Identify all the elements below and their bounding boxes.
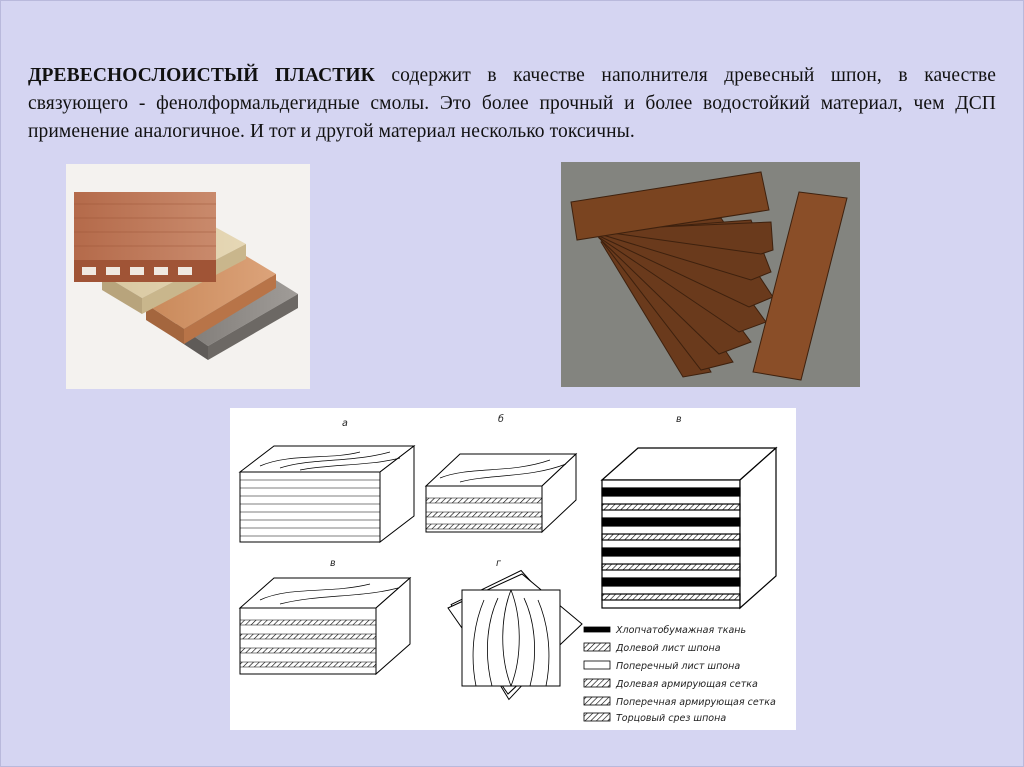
legend-longitudinal-mesh: Долевая армирующая сетка [616,679,758,690]
legend-transverse-veneer: Поперечный лист шпона [616,661,741,672]
label-a: а [342,418,348,429]
photo-decking-boards [66,164,310,389]
legend-transverse-mesh: Поперечная армирующая сетка [616,697,776,708]
label-v-top: в [676,414,682,425]
diagram-laminate-structures [230,408,796,730]
legend-longitudinal-veneer: Долевой лист шпона [616,643,721,654]
legend-cotton: Хлопчатобумажная ткань [616,625,747,636]
label-v: в [330,558,336,569]
label-b: б [498,414,504,425]
description-paragraph [28,62,996,146]
body-text: содержит в качестве наполнителя древесный шпон, в качестве связующего - фенолформальдегидные смолы. Это более прочный и более водостойкий материал, чем ДСП применение аналогичное. И тот и другой материал несколько токсичны. [28,64,996,142]
legend-end-cut: Торцовый срез шпона [616,713,727,724]
title-bold: ДРЕВЕСНОСЛОИСТЫЙ ПЛАСТИК [28,64,375,86]
label-g: г [496,558,501,569]
photo-laminated-strips [561,162,860,387]
